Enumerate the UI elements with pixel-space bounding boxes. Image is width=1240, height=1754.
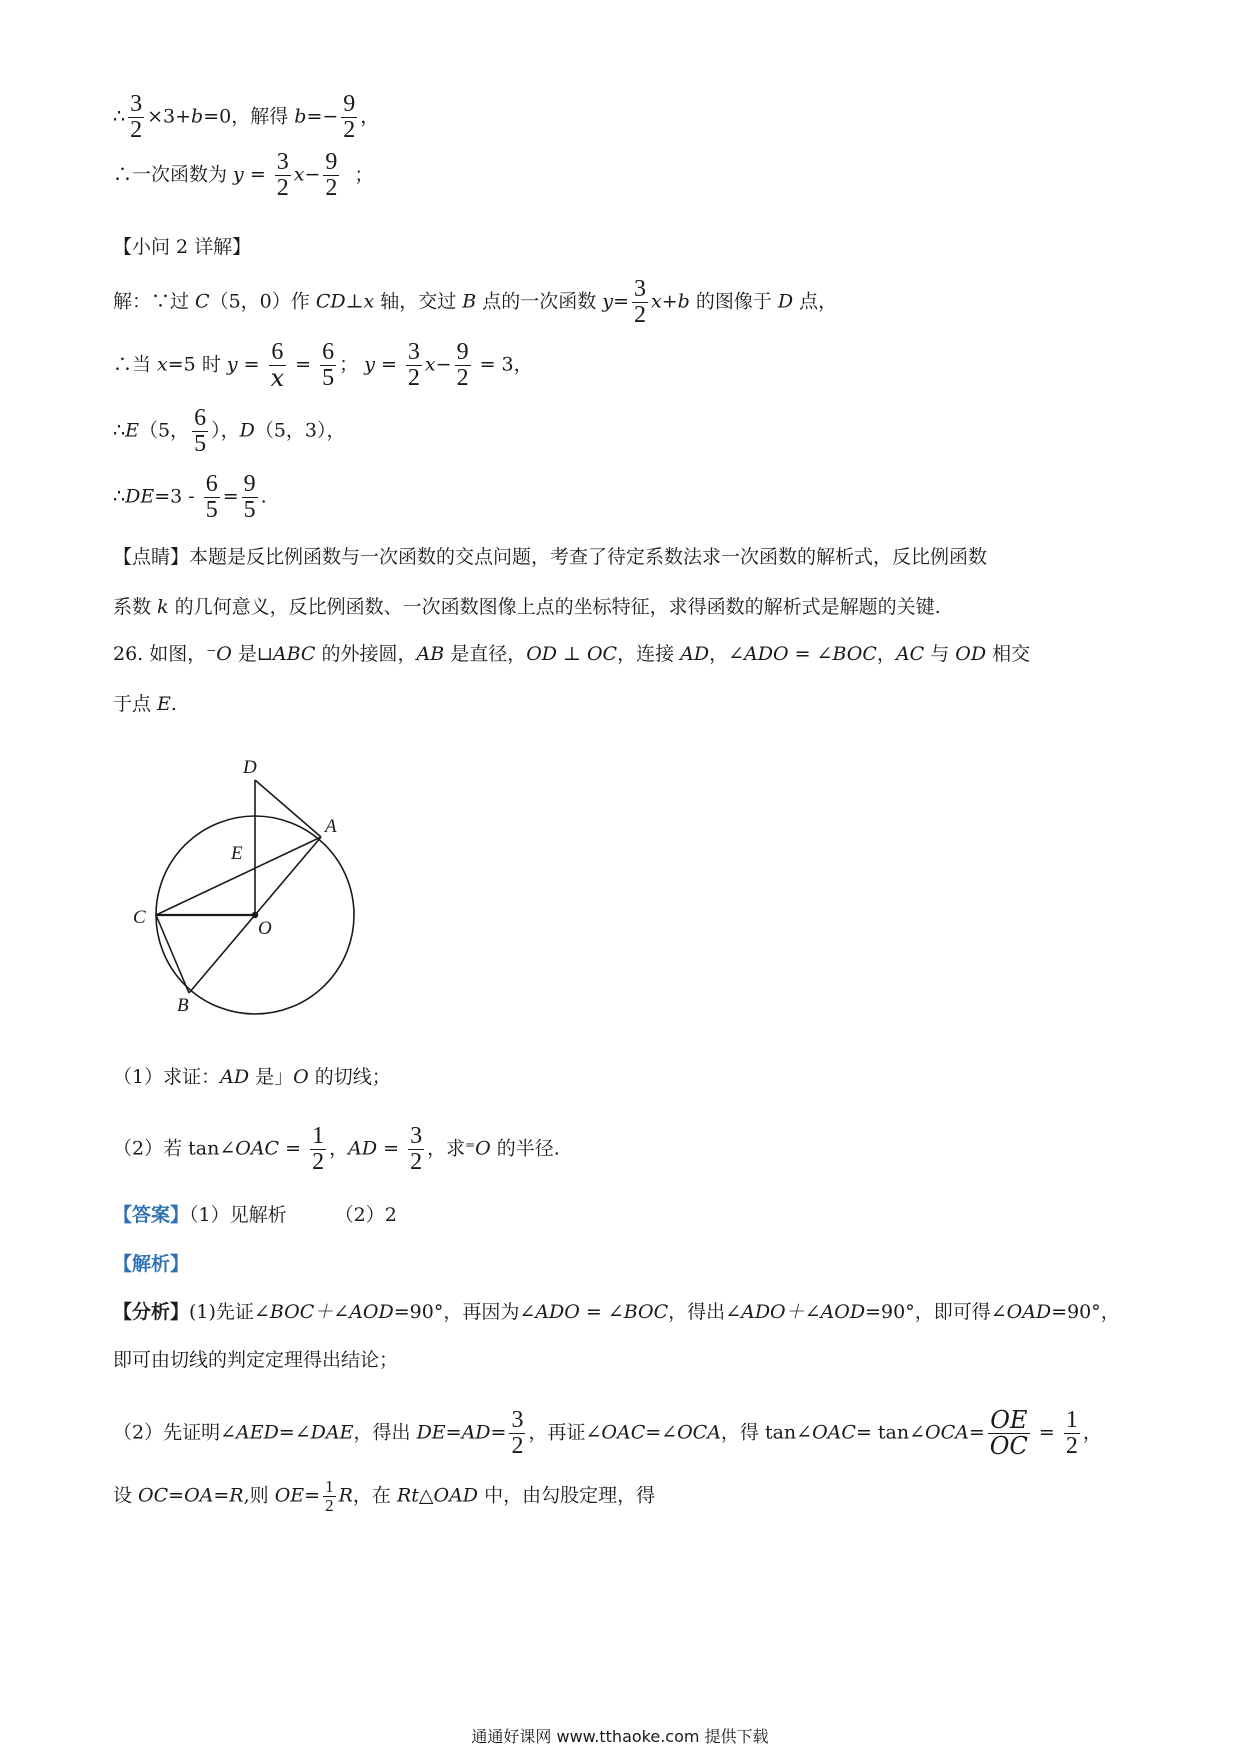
text: = 3， bbox=[473, 353, 533, 376]
text: ； bbox=[339, 353, 365, 376]
label-a: A bbox=[325, 816, 337, 837]
text: 中，由勾股定理，得 bbox=[478, 1484, 656, 1507]
fraction bbox=[406, 340, 422, 391]
text: 的外接圆， bbox=[315, 643, 417, 665]
text: ， bbox=[709, 643, 729, 665]
fraction bbox=[269, 340, 287, 391]
text: ， bbox=[360, 105, 380, 128]
numerator: 9 bbox=[243, 471, 256, 497]
circle-symbol: ⁼ bbox=[465, 1137, 476, 1160]
text: 的几何意义，反比例函数、一次函数图像上点的坐标特征，求得函数的解析式是解题的关键. bbox=[168, 596, 941, 618]
numerator: 1 bbox=[312, 1123, 325, 1149]
analysis-line-1 bbox=[113, 1301, 1120, 1324]
denominator: 2 bbox=[634, 302, 646, 329]
math: y bbox=[226, 353, 238, 376]
math: C bbox=[195, 290, 210, 313]
math: ∠ADO＋∠AOD bbox=[725, 1301, 866, 1323]
text: = tan bbox=[855, 1421, 910, 1444]
denominator: 2 bbox=[276, 175, 289, 202]
text: =90°，再因为 bbox=[393, 1301, 520, 1323]
text: − bbox=[435, 353, 452, 376]
text: ，在 bbox=[352, 1484, 397, 1507]
math: ∠ADO = ∠BOC bbox=[519, 1301, 669, 1323]
text: =90°，即可得 bbox=[865, 1301, 991, 1323]
denominator: OC bbox=[989, 1432, 1028, 1461]
fraction bbox=[1064, 1408, 1080, 1459]
text: ×3+ bbox=[147, 105, 192, 128]
math: O bbox=[475, 1137, 491, 1160]
text: =5 时 bbox=[167, 353, 227, 376]
math: AD bbox=[680, 643, 710, 665]
denominator: 2 bbox=[130, 117, 143, 144]
numerator: OE bbox=[988, 1408, 1030, 1434]
math: E bbox=[157, 693, 171, 715]
denominator: x bbox=[270, 364, 285, 393]
text: （5， bbox=[138, 419, 190, 442]
remark-line-1: 【点睛】本题是反比例函数与一次函数的交点问题，考查了待定系数法求一次函数的解析式，反比例函数 bbox=[113, 546, 988, 568]
math: y bbox=[364, 353, 375, 376]
denominator: 5 bbox=[205, 497, 218, 524]
math: AD bbox=[348, 1137, 378, 1160]
text: ∴一次函数为 bbox=[113, 163, 234, 186]
math: O bbox=[293, 1066, 309, 1088]
math: ∠ADO = ∠BOC bbox=[728, 643, 877, 665]
remark-line-2 bbox=[113, 596, 941, 619]
line-7 bbox=[113, 472, 267, 523]
circle-symbol: 」 bbox=[274, 1066, 294, 1088]
text: = bbox=[222, 485, 239, 508]
text: 解：∵过 bbox=[113, 290, 196, 313]
text: 是 bbox=[231, 643, 257, 665]
math: AD bbox=[220, 1066, 250, 1088]
subquestion-2 bbox=[113, 1124, 560, 1175]
question-26-line-2 bbox=[113, 693, 177, 716]
denominator: 2 bbox=[456, 365, 469, 392]
math: OD ⊥ OC bbox=[526, 643, 618, 665]
math: k bbox=[157, 596, 169, 618]
math: b bbox=[294, 105, 307, 128]
text: ⊥ bbox=[345, 290, 364, 313]
math: y bbox=[602, 290, 614, 313]
text: （5，0）作 bbox=[209, 290, 316, 313]
fraction bbox=[509, 1408, 525, 1459]
math: ∠BOC＋∠AOD bbox=[253, 1301, 394, 1323]
math: DE=AD bbox=[416, 1421, 491, 1444]
text: 点的一次函数 bbox=[476, 290, 603, 313]
text: 相交 bbox=[986, 643, 1031, 665]
text: 轴，交过 bbox=[374, 290, 463, 313]
text: 的切线； bbox=[308, 1066, 391, 1088]
text: 的图像于 bbox=[689, 290, 778, 313]
math: ∠OAC bbox=[219, 1137, 280, 1160]
text: （1）求证： bbox=[113, 1066, 221, 1088]
math: ∠OAC bbox=[796, 1421, 856, 1444]
fraction bbox=[128, 92, 144, 143]
fraction bbox=[988, 1408, 1030, 1459]
text: 系数 bbox=[113, 596, 158, 618]
text: （5，3）， bbox=[254, 419, 346, 442]
text: = bbox=[613, 290, 629, 313]
text: = bbox=[1032, 1421, 1061, 1444]
denominator: 5 bbox=[243, 497, 256, 524]
text: ∴ bbox=[113, 419, 126, 442]
text: ,则 bbox=[243, 1484, 275, 1507]
analysis-line-3 bbox=[113, 1408, 1102, 1459]
math: D bbox=[239, 419, 255, 442]
text: （2）若 tan bbox=[113, 1137, 220, 1160]
numerator: 3 bbox=[130, 91, 143, 117]
answer-line bbox=[113, 1204, 397, 1227]
answer-tag: 【答案】 bbox=[113, 1204, 190, 1226]
math: OC=OA=R bbox=[138, 1484, 244, 1507]
text: ，得出 bbox=[668, 1301, 726, 1323]
math: x+b bbox=[651, 290, 690, 313]
math: ∠AED=∠DAE bbox=[220, 1421, 354, 1444]
text: =3 - bbox=[154, 485, 201, 508]
text: (1)先证 bbox=[189, 1301, 254, 1323]
numerator: 6 bbox=[194, 405, 207, 431]
text: ，再证 bbox=[528, 1421, 586, 1444]
text: 设 bbox=[113, 1484, 139, 1507]
text: − bbox=[304, 163, 321, 186]
text: = bbox=[304, 1484, 321, 1507]
text: = bbox=[374, 353, 403, 376]
text: = bbox=[279, 1137, 308, 1160]
text: （2）先证明 bbox=[113, 1421, 221, 1444]
label-e: E bbox=[231, 843, 243, 864]
triangle-symbol: ⊔ bbox=[256, 643, 273, 665]
math: OD bbox=[955, 643, 987, 665]
math: x bbox=[293, 163, 305, 186]
circle-symbol: ⁻ bbox=[206, 643, 217, 665]
text: = bbox=[377, 1137, 406, 1160]
fraction bbox=[632, 277, 648, 328]
numerator: 1 bbox=[1065, 1407, 1078, 1433]
text: 26. 如图， bbox=[113, 643, 207, 665]
fraction bbox=[323, 1478, 336, 1515]
math: y bbox=[233, 163, 244, 186]
subquestion-heading: 【小问 2 详解】 bbox=[113, 236, 252, 258]
math: ∠OCA bbox=[909, 1421, 969, 1444]
numerator: 3 bbox=[276, 149, 289, 175]
numerator: 6 bbox=[205, 471, 218, 497]
text: =90°， bbox=[1051, 1301, 1120, 1323]
label-d: D bbox=[243, 757, 257, 778]
text: ∴ bbox=[113, 485, 126, 508]
math: x bbox=[157, 353, 168, 376]
denominator: 2 bbox=[325, 175, 338, 202]
text: = bbox=[237, 353, 266, 376]
numerator: 9 bbox=[343, 91, 356, 117]
line-5 bbox=[113, 340, 533, 391]
math: x bbox=[424, 353, 436, 376]
text: = bbox=[289, 353, 318, 376]
math: ∠OAC=∠OCA bbox=[585, 1421, 721, 1444]
text: 与 bbox=[924, 643, 956, 665]
text: 的半径. bbox=[490, 1137, 560, 1160]
text: ； bbox=[354, 163, 374, 186]
text: ，得 tan bbox=[720, 1421, 797, 1444]
text: ∴当 bbox=[113, 353, 158, 376]
math: ABC bbox=[272, 643, 316, 665]
segment-cb bbox=[156, 915, 189, 993]
fraction bbox=[320, 340, 336, 391]
circle-diagram bbox=[125, 755, 365, 1025]
denominator: 5 bbox=[322, 365, 335, 392]
analysis-tag: 【分析】 bbox=[113, 1301, 190, 1323]
math: x bbox=[363, 290, 375, 313]
text: 于点 bbox=[113, 693, 158, 715]
subquestion-1 bbox=[113, 1066, 391, 1089]
denominator: 2 bbox=[511, 1433, 524, 1460]
fraction bbox=[408, 1124, 424, 1175]
denominator: 2 bbox=[312, 1149, 325, 1176]
text: ，得出 bbox=[353, 1421, 417, 1444]
numerator: 6 bbox=[269, 340, 287, 366]
segment-da bbox=[255, 780, 321, 837]
answer-part-2: （2）2 bbox=[334, 1204, 397, 1226]
numerator: 6 bbox=[322, 339, 335, 365]
text: ， bbox=[876, 643, 896, 665]
math: AB bbox=[416, 643, 445, 665]
text: =− bbox=[306, 105, 339, 128]
math: OE bbox=[274, 1484, 305, 1507]
math: O bbox=[216, 643, 232, 665]
denominator: 5 bbox=[194, 431, 207, 458]
numerator: 3 bbox=[410, 1123, 423, 1149]
math: CD bbox=[315, 290, 346, 313]
page-footer: 通通好课网 www.tthaoke.com 提供下载 bbox=[471, 1727, 769, 1746]
analysis-tag: 【解析】 bbox=[113, 1253, 190, 1275]
fraction bbox=[192, 406, 208, 457]
text: . bbox=[170, 693, 177, 715]
text: ，求 bbox=[427, 1137, 466, 1160]
math: ∠OAD bbox=[990, 1301, 1052, 1323]
label-o: O bbox=[258, 918, 272, 939]
text: ， bbox=[329, 1137, 349, 1160]
geometry-figure bbox=[125, 755, 365, 1025]
fraction bbox=[341, 92, 357, 143]
label-b: B bbox=[177, 995, 189, 1016]
numerator: 9 bbox=[456, 339, 469, 365]
line-6 bbox=[113, 406, 346, 457]
line-4 bbox=[113, 277, 837, 328]
denominator: 2 bbox=[343, 117, 356, 144]
line-2 bbox=[113, 150, 373, 201]
fraction bbox=[323, 150, 339, 201]
text: = bbox=[243, 163, 272, 186]
denominator: 2 bbox=[325, 1495, 334, 1515]
numerator: 3 bbox=[407, 339, 420, 365]
numerator: 9 bbox=[325, 149, 338, 175]
analysis-line-2: 即可由切线的判定定理得出结论； bbox=[113, 1349, 399, 1371]
math: AC bbox=[895, 643, 925, 665]
fraction bbox=[275, 150, 291, 201]
text: 是 bbox=[249, 1066, 275, 1088]
fraction bbox=[242, 472, 258, 523]
answer-part-1: （1）见解析 bbox=[189, 1204, 287, 1226]
math: Rt△OAD bbox=[396, 1484, 479, 1507]
text: ，连接 bbox=[617, 643, 681, 665]
text: . bbox=[260, 485, 267, 508]
question-26-line-1 bbox=[113, 643, 1030, 666]
fraction bbox=[310, 1124, 326, 1175]
numerator: 3 bbox=[511, 1407, 524, 1433]
label-c: C bbox=[133, 907, 146, 928]
text: =0，解得 bbox=[203, 105, 295, 128]
math: D bbox=[777, 290, 794, 313]
line-1 bbox=[113, 92, 379, 143]
text: ）， bbox=[211, 419, 240, 442]
denominator: 2 bbox=[410, 1149, 423, 1176]
fraction bbox=[204, 472, 220, 523]
text: ∴ bbox=[113, 105, 126, 128]
analysis-line-4 bbox=[113, 1478, 655, 1515]
numerator: 3 bbox=[634, 276, 646, 302]
math: B bbox=[462, 290, 477, 313]
text: 是直径， bbox=[444, 643, 527, 665]
math: DE bbox=[125, 485, 155, 508]
math: E bbox=[125, 419, 139, 442]
text: ， bbox=[1082, 1421, 1102, 1444]
fraction bbox=[455, 340, 471, 391]
math: b bbox=[191, 105, 204, 128]
text: 点， bbox=[793, 290, 838, 313]
numerator: 1 bbox=[325, 1477, 334, 1496]
text: = bbox=[968, 1421, 985, 1444]
text: = bbox=[490, 1421, 507, 1444]
math: R bbox=[338, 1484, 353, 1507]
denominator: 2 bbox=[407, 365, 420, 392]
denominator: 2 bbox=[1065, 1433, 1078, 1460]
